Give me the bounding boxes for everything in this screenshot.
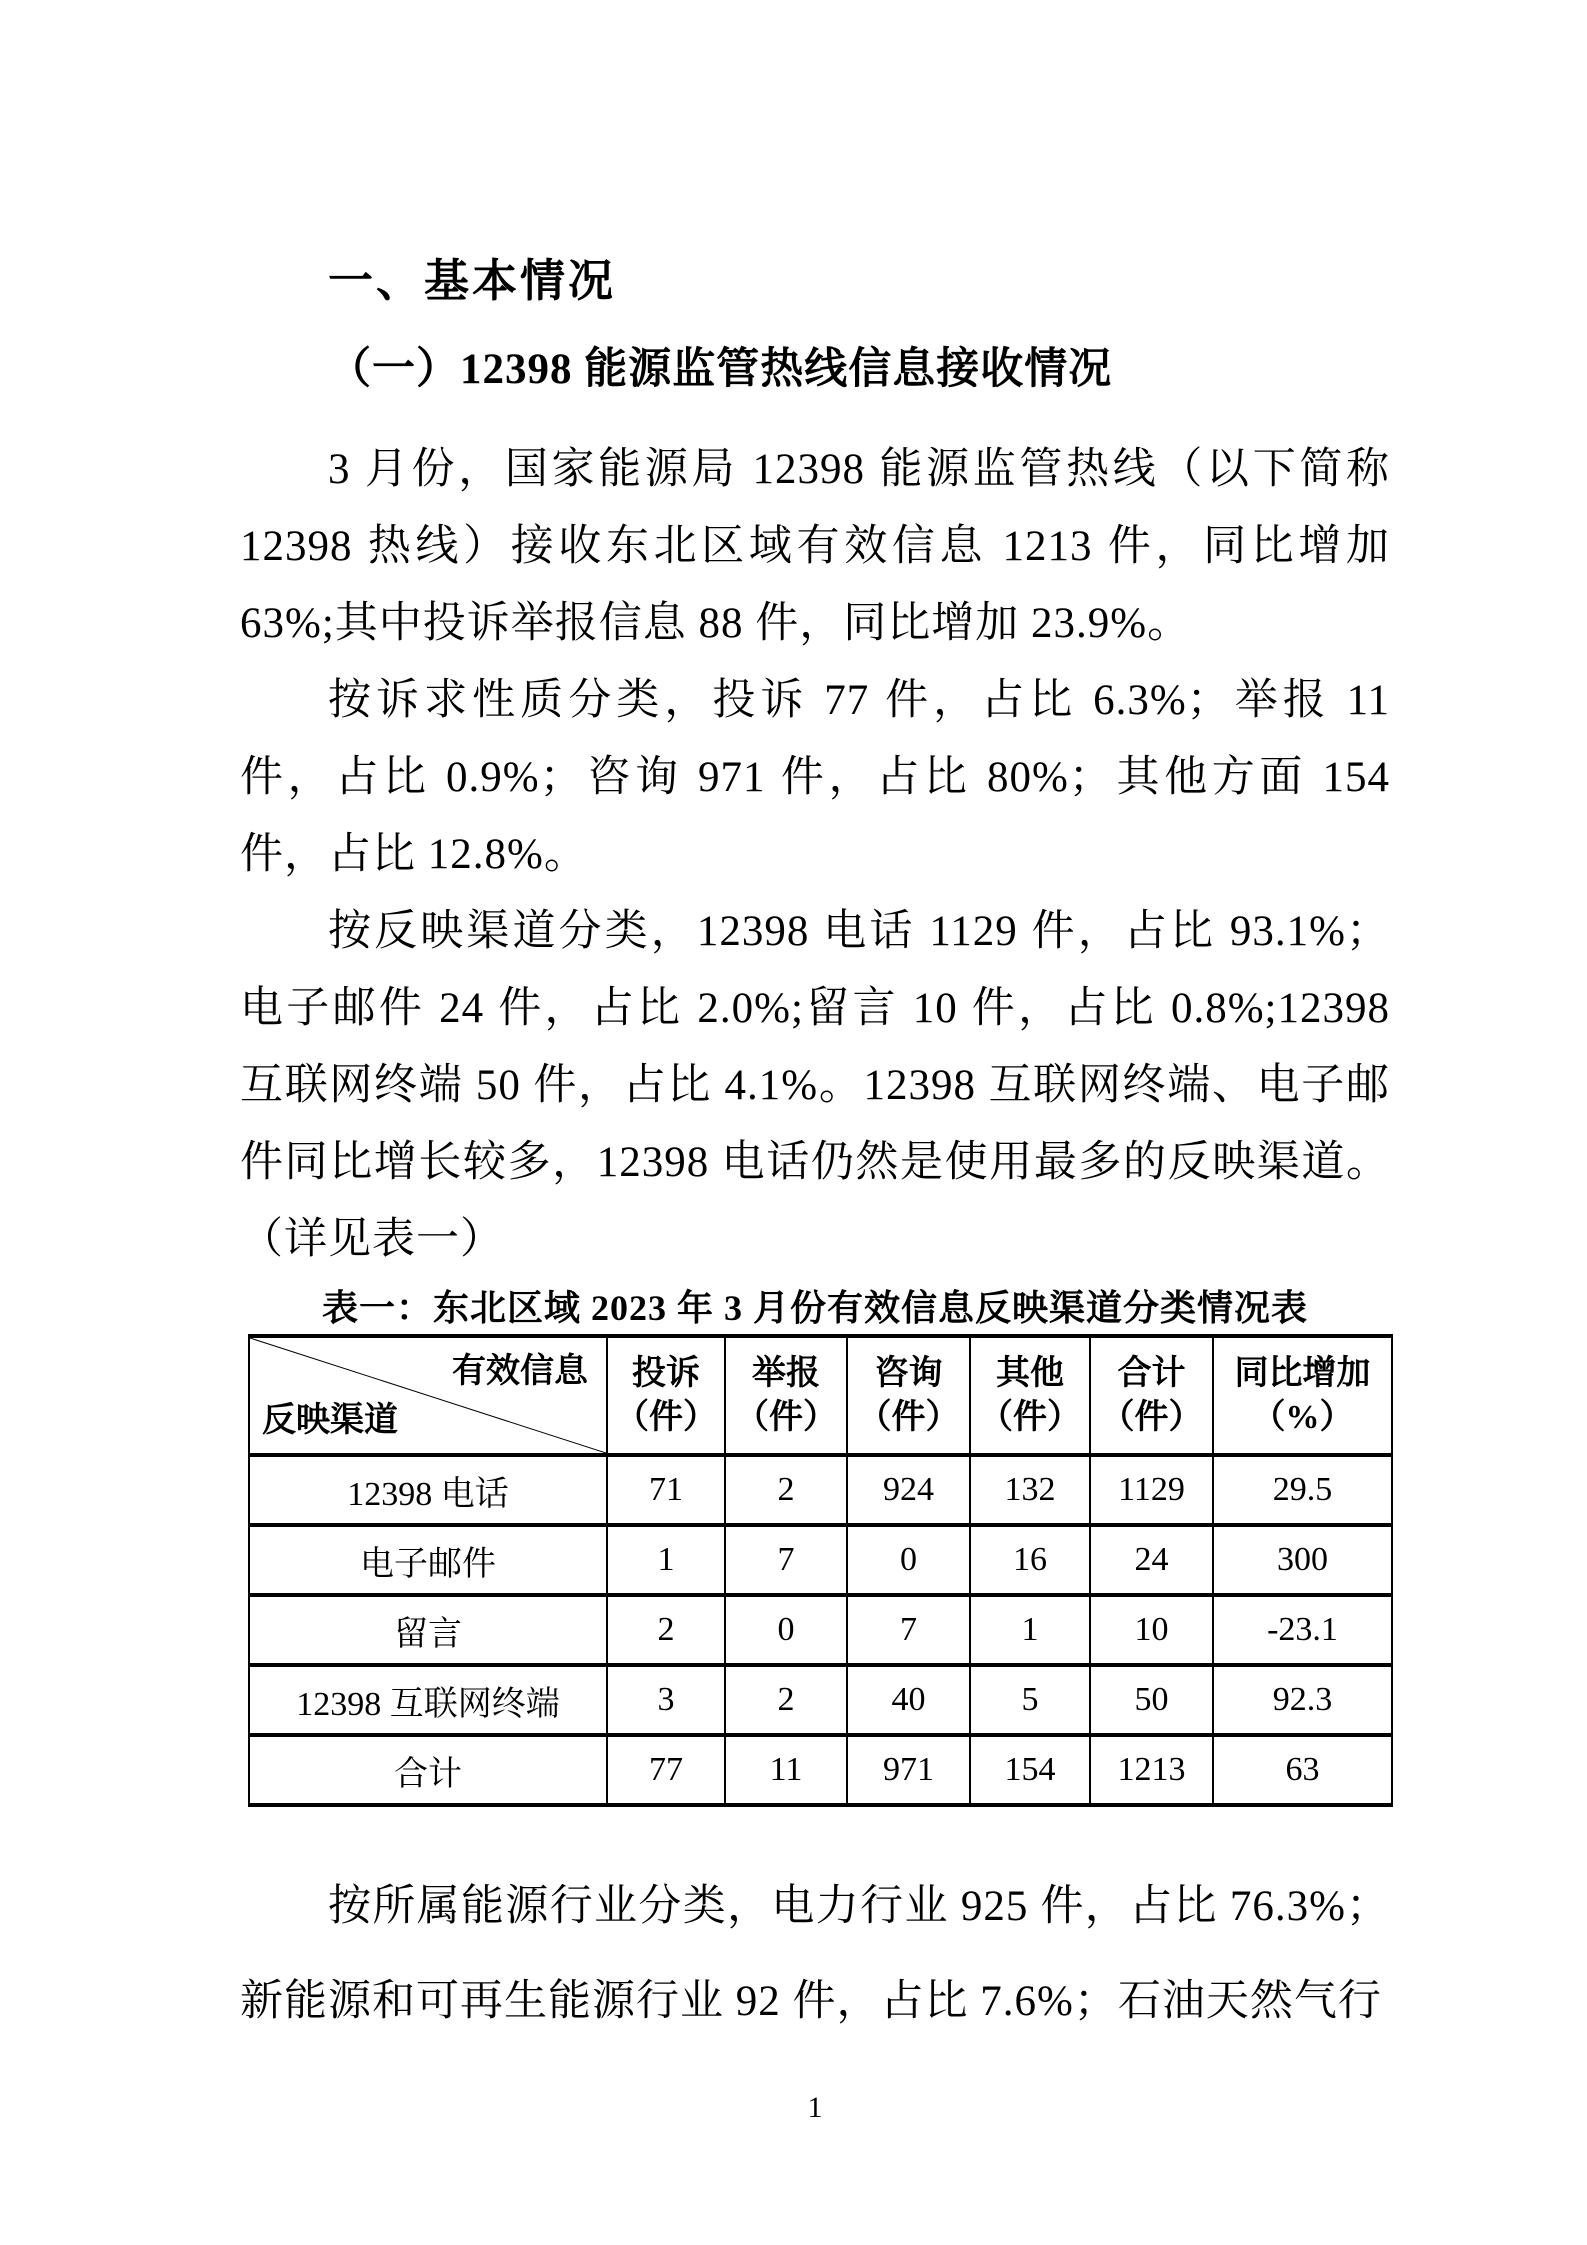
value-cell: 29.5	[1213, 1455, 1392, 1525]
col-header-total: 合计 （件）	[1090, 1336, 1213, 1455]
section-heading: 一、基本情况	[328, 255, 617, 306]
value-cell: 2	[725, 1455, 847, 1525]
value-cell: 3	[607, 1665, 725, 1735]
value-cell: 300	[1213, 1525, 1392, 1595]
value-cell: 77	[607, 1735, 725, 1805]
value-cell: 1	[607, 1525, 725, 1595]
value-cell: 154	[970, 1735, 1090, 1805]
value-cell: 10	[1090, 1595, 1213, 1665]
value-cell: 24	[1090, 1525, 1213, 1595]
table-row-email	[249, 1525, 1392, 1595]
value-cell: 63	[1213, 1735, 1392, 1805]
value-cell: -23.1	[1213, 1595, 1392, 1665]
value-cell: 40	[847, 1665, 970, 1735]
value-cell: 0	[725, 1595, 847, 1665]
table-row-phone	[249, 1455, 1392, 1525]
paragraph-reception-overview: 3 月份，国家能源局 12398 能源监管热线（以下简称 12398 热线）接收东北区域有效信息 1213 件，同比增加 63%;其中投诉举报信息 88 件，同比增加 23.9%。	[240, 446, 1390, 647]
paragraph-industry-classification: 按所属能源行业分类，电力行业 925 件，占比 76.3%；新能源和可再生能源行业 92 件，占比 7.6%；石油天然气行	[240, 1883, 1390, 2025]
col-header-inquiries: 咨询 （件）	[847, 1336, 970, 1455]
value-cell: 1213	[1090, 1735, 1213, 1805]
value-cell: 1	[970, 1595, 1090, 1665]
value-cell: 2	[607, 1595, 725, 1665]
value-cell: 7	[847, 1595, 970, 1665]
row-label: 电子邮件	[249, 1525, 607, 1595]
col-header-yoy-increase: 同比增加 （%）	[1213, 1336, 1392, 1455]
row-label: 留言	[249, 1595, 607, 1665]
row-label: 合计	[249, 1735, 607, 1805]
corner-header-cell	[249, 1336, 607, 1455]
value-cell: 50	[1090, 1665, 1213, 1735]
value-cell: 5	[970, 1665, 1090, 1735]
row-label: 12398 电话	[249, 1455, 607, 1525]
paragraph-appeal-nature: 按诉求性质分类，投诉 77 件，占比 6.3%；举报 11 件，占比 0.9%；咨询 971 件，占比 80%；其他方面 154 件，占比 12.8%。	[240, 677, 1390, 878]
value-cell: 11	[725, 1735, 847, 1805]
col-header-others: 其他 （件）	[970, 1336, 1090, 1455]
value-cell: 924	[847, 1455, 970, 1525]
paragraph-reflection-channel: 按反映渠道分类，12398 电话 1129 件，占比 93.1%；电子邮件 24 件，占比 2.0%;留言 10 件，占比 0.8%;12398 互联网终端 50 件，占比 4.1%。12398 互联网终端、电子邮件同比增长较多，12398 电话仍然是使用最多的反映渠道。（详见表一）	[240, 908, 1390, 1263]
subsection-heading: （一）12398 能源监管热线信息接收情况	[328, 346, 1113, 393]
value-cell: 132	[970, 1455, 1090, 1525]
table-header-row	[249, 1336, 1392, 1455]
corner-label-columns: 有效信息	[452, 1353, 588, 1390]
value-cell: 92.3	[1213, 1665, 1392, 1735]
table-row-internet-terminal	[249, 1665, 1392, 1735]
corner-label-rows: 反映渠道	[262, 1402, 398, 1439]
page-number: 1	[807, 2091, 823, 2124]
value-cell: 71	[607, 1455, 725, 1525]
channel-table	[248, 1334, 1393, 1807]
value-cell: 7	[725, 1525, 847, 1595]
value-cell: 16	[970, 1525, 1090, 1595]
table-title: 表一：东北区域 2023 年 3 月份有效信息反映渠道分类情况表	[321, 1288, 1308, 1328]
value-cell: 2	[725, 1665, 847, 1735]
value-cell: 1129	[1090, 1455, 1213, 1525]
row-label: 12398 互联网终端	[249, 1665, 607, 1735]
value-cell: 971	[847, 1735, 970, 1805]
table-row-total	[249, 1735, 1392, 1805]
table-row-message	[249, 1595, 1392, 1665]
value-cell: 0	[847, 1525, 970, 1595]
col-header-reports: 举报 （件）	[725, 1336, 847, 1455]
col-header-complaints: 投诉 （件）	[607, 1336, 725, 1455]
